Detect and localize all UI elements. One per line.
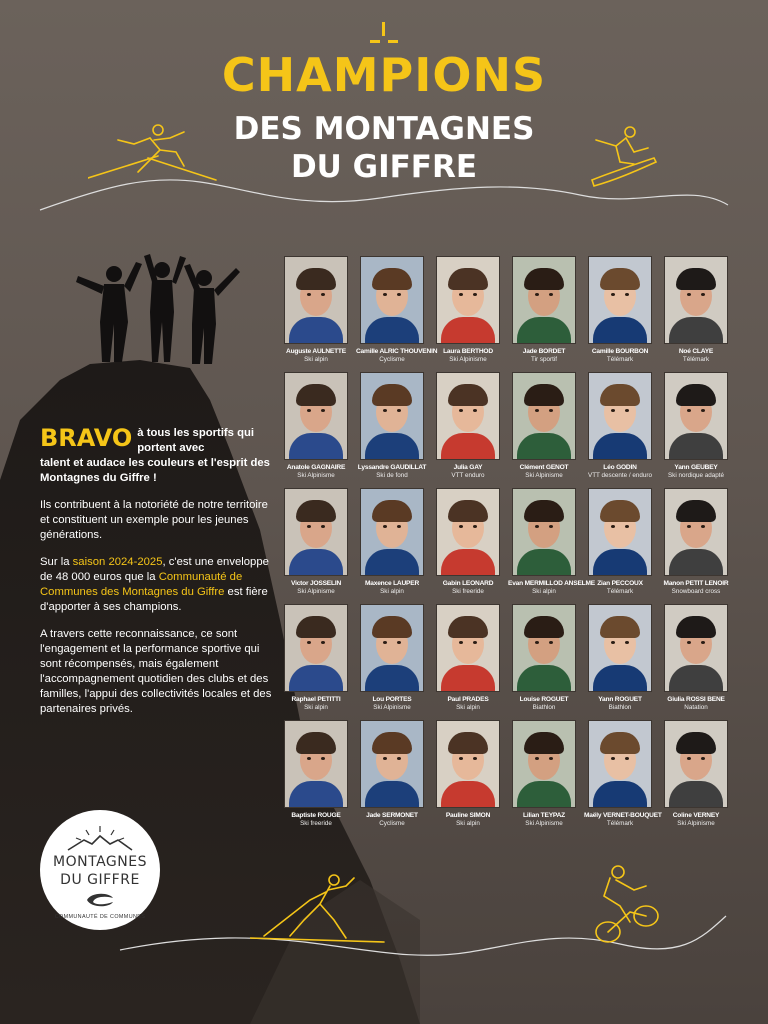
athlete-card [356,256,438,369]
athlete-name: Lyssandre GAUDILLAT [357,464,427,471]
athlete-photo [436,372,500,460]
athlete-card [584,256,656,369]
athlete-sport: Ski alpin [532,588,556,595]
athlete-name: Léo GODIN [603,464,637,471]
cross-country-skier-icon [250,870,390,946]
athlete-card [432,256,504,369]
snowboarder-icon [582,124,662,196]
mountain-biker-icon [590,862,664,948]
athlete-sport: Ski Alpinisme [449,356,487,363]
athlete-sport: Biathlon [532,704,556,711]
athlete-card [280,720,352,833]
athlete-name: Raphael PETITTI [291,696,341,703]
athlete-card [280,372,352,485]
athlete-name: Coline VERNEY [672,812,720,819]
athlete-photo [512,256,576,344]
season-highlight: saison 2024-2025 [72,556,163,568]
athlete-card [280,488,352,601]
athlete-name: Evan MERMILLOD ANSELME [508,580,595,587]
athlete-card [356,720,428,833]
athlete-sport: Ski freeride [300,820,332,827]
athlete-card [584,488,656,601]
athlete-name: Pauline SIMON [445,812,491,819]
bravo-word: BRAVO [40,424,133,452]
athlete-sport: Télémark [606,820,634,827]
athlete-name: Camille BOURBON [591,348,649,355]
athlete-card [356,604,428,717]
athlete-sport: Ski Alpinisme [525,820,563,827]
intro-paragraph-4: A travers cette reconnaissance, ce sont l'engagement et la performance sportive qui sont récompensés, mais également l'accompagnement quotidien des clubs et des familles, l'appui des collectivités locales et des partenaires privés. [40,628,272,715]
athlete-sport: Tir sportif [530,356,557,363]
athlete-name: Jade SERMONET [366,812,418,819]
athlete-photo [360,720,424,808]
intro-paragraph-3: Sur la saison 2024-2025, c'est une enveloppe de 48 000 euros que la Communauté de Communes des Montagnes du Giffre est fière d'apporter à ses champions. [40,556,269,613]
athlete-sport: VTT descente / enduro [588,472,652,479]
subtitle-line-2: DU GIFFRE [290,149,478,185]
athlete-photo [588,604,652,692]
athlete-name: Lou PORTES [372,696,412,703]
athlete-card [356,372,428,485]
athlete-name: Camille ALRIC THOUVENIN [356,348,438,355]
athlete-sport: Natation [684,704,708,711]
athlete-photo [512,720,576,808]
bravo-tail: talent et audace les couleurs et l'esprit des Montagnes du Giffre ! [40,457,270,484]
athlete-photo [588,488,652,576]
athlete-photo [664,604,728,692]
athlete-photo [664,256,728,344]
athlete-name: Lilian TEYPAZ [523,812,565,819]
athlete-name: Baptiste ROUGE [291,812,341,819]
athlete-sport: Ski freeride [452,588,484,595]
athlete-photo [284,256,348,344]
athlete-photo [664,720,728,808]
athlete-name: Gabin LEONARD [442,580,494,587]
athlete-photo [436,720,500,808]
athlete-card [584,720,662,833]
athlete-photo [664,488,728,576]
athlete-photo [436,256,500,344]
athlete-photo [360,604,424,692]
intro-text [40,426,280,729]
athlete-sport: Ski Alpinisme [297,472,335,479]
title-accent-icon [370,22,398,46]
athlete-name: Laura BERTHOD [443,348,493,355]
athlete-card [356,488,428,601]
athlete-card [432,372,504,485]
athlete-photo [512,372,576,460]
athlete-name: Julia GAY [453,464,483,471]
athlete-name: Auguste AULNETTE [286,348,346,355]
athlete-card [508,488,595,601]
bravo-block [40,426,280,456]
athlete-sport: Ski de fond [376,472,408,479]
athlete-sport: VTT enduro [451,472,485,479]
athlete-card [660,372,732,485]
athlete-name: Giulia ROSSI BENE [667,696,725,703]
ccmg-highlight: Communauté de Communes des Montagnes du Giffre [40,571,243,598]
athlete-photo [436,604,500,692]
athlete-photo [588,256,652,344]
athlete-card [660,604,732,717]
athlete-name: Zian PECCOUX [597,580,643,587]
athlete-name: Louise ROGUET [519,696,569,703]
athlete-sport: Ski Alpinisme [525,472,563,479]
skier-icon [88,120,218,185]
athlete-name: Jade BORDET [522,348,566,355]
athlete-sport: Ski Alpinisme [677,820,715,827]
athlete-card [584,604,656,717]
athlete-card [660,720,732,833]
bravo-text: à tous les sportifs qui portent avec [137,427,255,454]
athlete-sport: Ski alpin [304,704,328,711]
athlete-photo [360,256,424,344]
athlete-sport: Ski alpin [304,356,328,363]
athlete-sport: Télémark [606,356,634,363]
athlete-sport: Ski alpin [456,820,480,827]
athlete-sport: Snowboard cross [671,588,721,595]
celebrating-people-icon [74,252,244,372]
athlete-card [432,488,504,601]
athlete-photo [284,720,348,808]
athlete-card [280,256,352,369]
athlete-sport: Ski alpin [456,704,480,711]
athlete-name: Maëly VERNET-BOUQUET [584,812,662,819]
athlete-photo [436,488,500,576]
sun-mountain-icon [62,822,138,852]
athlete-sport: Cyclisme [379,820,405,827]
athlete-sport: Ski nordique adapté [667,472,724,479]
athlete-name: Manon PETIT LENOIR [663,580,729,587]
athlete-card [508,720,580,833]
athlete-name: Yann ROGUET [598,696,642,703]
subtitle-line-1: DES MONTAGNES [233,111,535,147]
credit-text [758,600,764,700]
athlete-photo [360,488,424,576]
athlete-sport: Ski alpin [380,588,404,595]
athlete-sport: Télémark [682,356,710,363]
athlete-card [660,256,732,369]
athlete-card [432,720,504,833]
logo-line-1: MONTAGNES [53,854,147,870]
athlete-name: Maxence LAUPER [364,580,420,587]
athlete-photo [360,372,424,460]
athlete-sport: Ski Alpinisme [373,704,411,711]
athlete-name: Yann GEUBEY [674,464,718,471]
athlete-name: Anatole GAGNAIRE [286,464,346,471]
athlete-card [660,488,732,601]
athlete-photo [284,372,348,460]
athletes-grid [280,256,732,833]
athlete-photo [284,604,348,692]
athlete-sport: Cyclisme [379,356,405,363]
athlete-name: Paul PRADES [447,696,489,703]
athlete-card [508,256,580,369]
logo-line-2: DU GIFFRE [60,872,140,888]
athlete-card [280,604,352,717]
athlete-photo [284,488,348,576]
athlete-photo [512,604,576,692]
athlete-name: Noé CLAYE [678,348,714,355]
athlete-photo [664,372,728,460]
athlete-sport: Ski Alpinisme [297,588,335,595]
athlete-card [508,604,580,717]
athlete-card [432,604,504,717]
athlete-name: Clément GENOT [519,464,569,471]
intro-paragraph-2: Ils contribuent à la notoriété de notre territoire et constituent un exemple pour les jeunes générations. [40,499,268,541]
athlete-card [508,372,580,485]
athlete-photo [512,488,576,576]
athlete-name: Victor JOSSELIN [290,580,342,587]
page-title: CHAMPIONS [221,48,547,102]
athlete-sport: Biathlon [608,704,632,711]
athlete-card [584,372,656,485]
athlete-sport: Télémark [606,588,634,595]
logo-line-3: COMMUNAUTÉ DE COMMUNES [54,914,146,920]
athlete-photo [588,372,652,460]
athlete-photo [588,720,652,808]
